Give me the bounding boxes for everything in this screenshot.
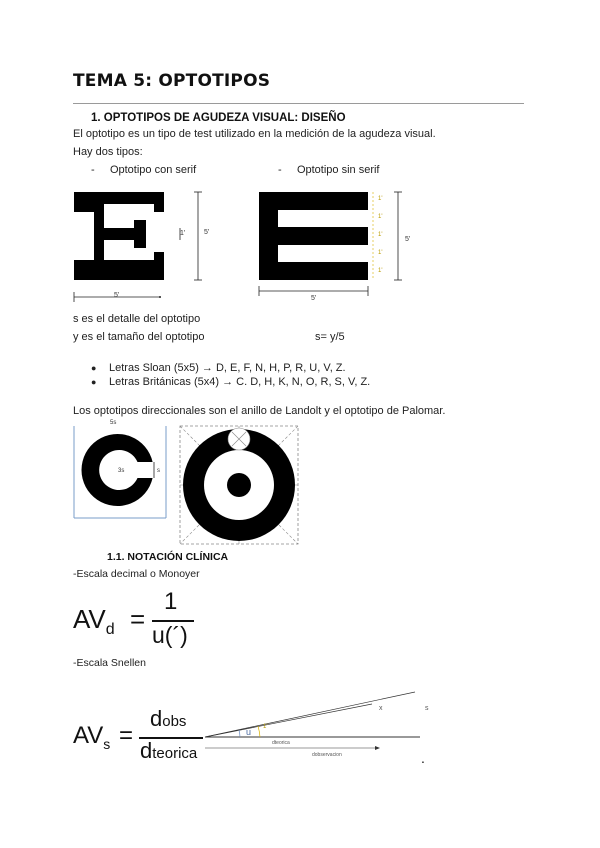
sans-gap-label-3: 1' xyxy=(378,232,383,238)
sans-gap-label-4: 1' xyxy=(378,250,383,256)
title-rule xyxy=(73,103,524,104)
fraction-numerator: dobs xyxy=(150,706,187,731)
section-heading: 1. OPTOTIPOS DE AGUDEZA VISUAL: DISEÑO xyxy=(91,112,346,124)
letter-sets-list xyxy=(91,361,370,389)
equals-sign: = xyxy=(130,604,146,634)
intro-line-2: Hay dos tipos: xyxy=(73,146,143,158)
av-symbol: AV xyxy=(73,604,106,634)
fraction-denominator: dteorica xyxy=(140,738,198,763)
formula-snellen-lhs xyxy=(73,722,110,752)
directional-text: Los optotipos direccionales son el anillo de Landolt y el optotipo de Palomar. xyxy=(73,405,446,417)
sans-gap-label-2: 1' xyxy=(378,214,383,220)
decimal-scale-label: -Escala decimal o Monoyer xyxy=(73,568,200,580)
serif-e-optotype xyxy=(74,192,164,280)
trailing-dot: . xyxy=(421,750,425,766)
av-subscript: d xyxy=(105,621,115,639)
list-item: ● Letras Británicas (5x4) → C. D, H, K, N, O, R, S, V, Z. xyxy=(91,375,370,389)
s-definition: s es el detalle del optotipo xyxy=(73,313,201,325)
d-observacion-label: dobservacion xyxy=(312,752,342,758)
sans-gap-label-1: 1' xyxy=(378,196,383,202)
sans-gap-label-5: 1' xyxy=(378,268,383,274)
serif-height-label: 5' xyxy=(204,229,210,236)
landolt-inner-label: 3s xyxy=(118,468,125,474)
landolt-outer-label: 5s xyxy=(110,420,117,426)
type-serif-label: - Optotipo con serif xyxy=(91,164,197,176)
subsection-heading: 1.1. NOTACIÓN CLÍNICA xyxy=(107,551,229,563)
palomar-optotype xyxy=(180,426,298,544)
av-subscript: s xyxy=(103,735,111,752)
av-symbol: AV xyxy=(73,722,104,749)
s-formula: s= y/5 xyxy=(315,331,345,343)
landolt-gap-label: s xyxy=(157,468,160,474)
fraction-denominator: u(´) xyxy=(152,622,188,648)
serif-width-label: 5' xyxy=(114,292,120,299)
list-item: ● Letras Sloan (5x5) → D, E, F, N, H, P, R, U, V, Z. xyxy=(91,361,370,375)
y-definition: y es el tamaño del optotipo xyxy=(73,331,205,343)
angle-one-label: 1' xyxy=(263,724,268,730)
sans-height-label: 5' xyxy=(405,236,411,243)
formula-decimal-lhs xyxy=(73,604,115,639)
s-mark: s xyxy=(425,705,429,712)
serif-detail-label: 1' xyxy=(180,230,186,237)
type-sans-label: - Optotipo sin serif xyxy=(278,164,380,176)
sans-e-optotype xyxy=(259,192,368,280)
fraction-numerator: 1 xyxy=(164,588,178,615)
snellen-scale-label: -Escala Snellen xyxy=(73,657,146,669)
intro-line-1: El optotipo es un tipo de test utilizado en la medición de la agudeza visual. xyxy=(73,128,436,140)
d-teorica-label: dteorica xyxy=(272,740,290,746)
snellen-angle-diagram xyxy=(200,690,440,770)
e-optotypes-figure xyxy=(70,186,430,306)
x-mark: x xyxy=(379,705,383,712)
directional-optotypes-figure xyxy=(70,418,310,548)
angle-u-label: u xyxy=(246,727,252,737)
sans-width-label: 5' xyxy=(311,295,317,302)
equals-sign: = xyxy=(119,722,134,749)
page-title: TEMA 5: OPTOTIPOS xyxy=(73,71,271,91)
